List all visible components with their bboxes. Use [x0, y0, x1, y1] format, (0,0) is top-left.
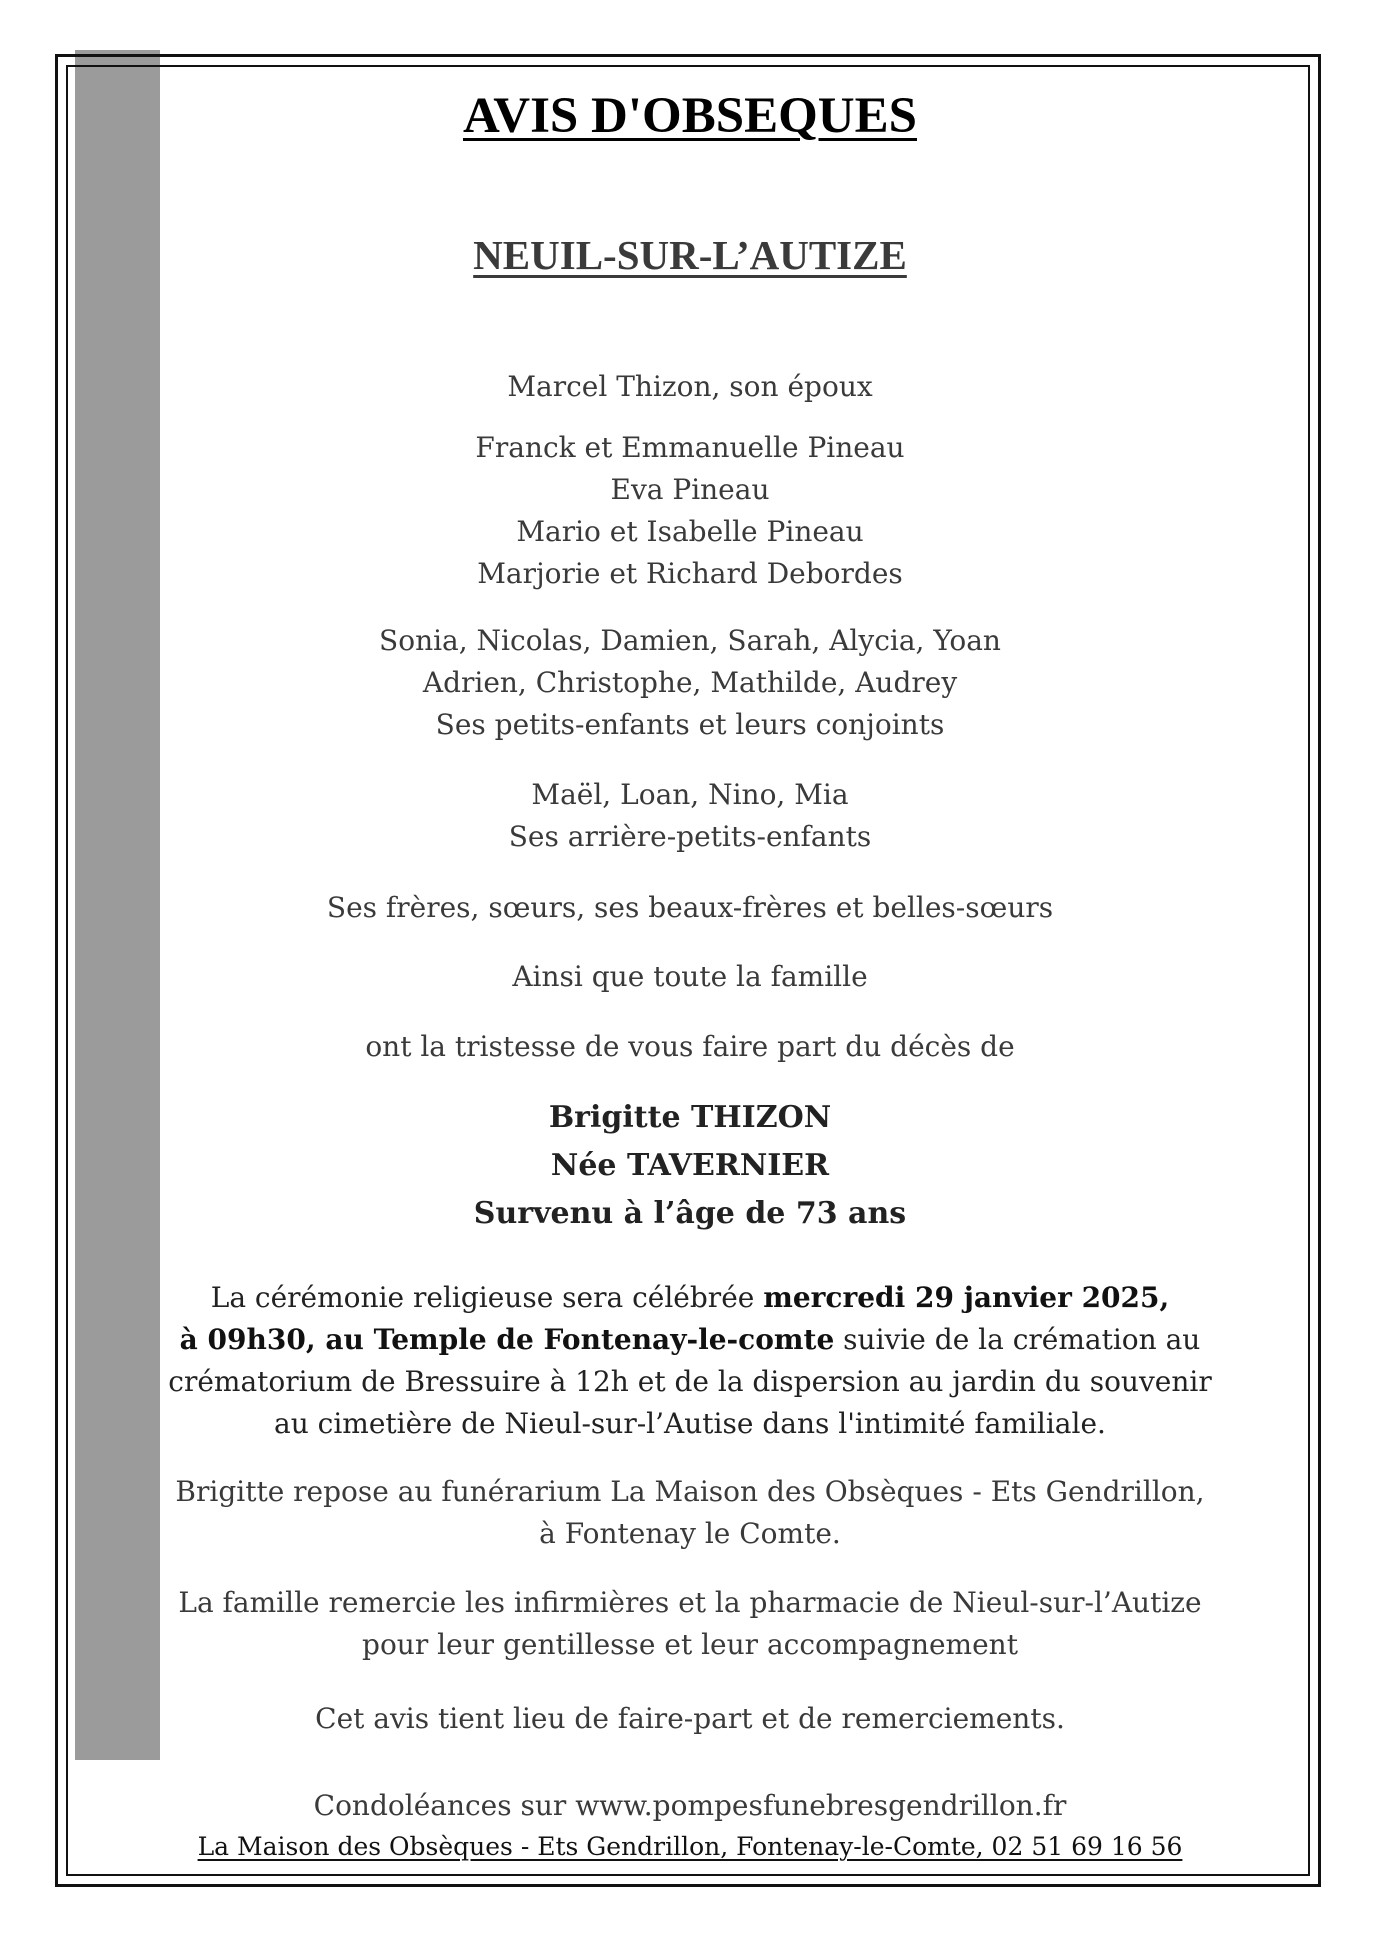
- ceremony-time-place: à 09h30, au Temple de Fontenay-le-comte: [179, 1323, 835, 1356]
- great-grandchildren-line: Ses arrière-petits-enfants: [508, 820, 872, 853]
- deceased-birth-name: Née TAVERNIER: [550, 1148, 830, 1183]
- funeral-home-contact: La Maison des Obsèques - Ets Gendrillon, Fontenay-le-Comte, 02 51 69 16 56: [197, 1832, 1183, 1861]
- grandchildren-line: Sonia, Nicolas, Damien, Sarah, Alycia, Yoan: [379, 624, 1001, 657]
- announcement-line: ont la tristesse de vous faire part du décès de: [365, 1030, 1015, 1063]
- children-line: Marjorie et Richard Debordes: [477, 557, 903, 590]
- children-line: Franck et Emmanuelle Pineau: [475, 431, 905, 464]
- notice-content: [160, 0, 1220, 1949]
- deceased-age: Survenu à l’âge de 73 ans: [473, 1196, 907, 1231]
- thanks-line: La famille remercie les infirmières et la pharmacie de Nieul-sur-l’Autize: [178, 1586, 1202, 1619]
- grandchildren-line: Ses petits-enfants et leurs conjoints: [435, 708, 945, 741]
- ceremony-line: [160, 1283, 1220, 1314]
- children-line: Eva Pineau: [610, 473, 770, 506]
- ceremony-text: La cérémonie religieuse sera célébrée: [210, 1281, 764, 1314]
- thanks-line: pour leur gentillesse et leur accompagnement: [362, 1628, 1018, 1661]
- notice-note: Cet avis tient lieu de faire-part et de remerciements.: [315, 1702, 1065, 1735]
- family-line: Ainsi que toute la famille: [512, 960, 868, 993]
- repose-line: Brigitte repose au funérarium La Maison des Obsèques - Ets Gendrillon,: [175, 1475, 1205, 1508]
- deceased-name: Brigitte THIZON: [548, 1100, 832, 1135]
- siblings-line: Ses frères, sœurs, ses beaux-frères et belles-sœurs: [326, 891, 1054, 924]
- footer-line: [160, 1831, 1220, 1862]
- spouse-line: Marcel Thizon, son époux: [507, 370, 873, 403]
- ceremony-text: suivie de la crémation au: [834, 1323, 1201, 1356]
- notice-location: NEUIL-SUR-L’AUTIZE: [473, 232, 907, 278]
- ceremony-line: crématorium de Bressuire à 12h et de la dispersion au jardin du souvenir: [168, 1365, 1212, 1398]
- ceremony-line: [160, 1325, 1220, 1356]
- repose-line: à Fontenay le Comte.: [539, 1517, 841, 1550]
- ceremony-line: au cimetière de Nieul-sur-l’Autise dans l'intimité familiale.: [274, 1407, 1106, 1440]
- condolences-line: Condoléances sur www.pompesfunebresgendrillon.fr: [313, 1789, 1067, 1822]
- notice-title: AVIS D'OBSEQUES: [463, 88, 917, 144]
- great-grandchildren-line: Maël, Loan, Nino, Mia: [531, 778, 849, 811]
- children-line: Mario et Isabelle Pineau: [516, 515, 864, 548]
- grandchildren-line: Adrien, Christophe, Mathilde, Audrey: [422, 666, 958, 699]
- ceremony-date: mercredi 29 janvier 2025,: [763, 1281, 1170, 1314]
